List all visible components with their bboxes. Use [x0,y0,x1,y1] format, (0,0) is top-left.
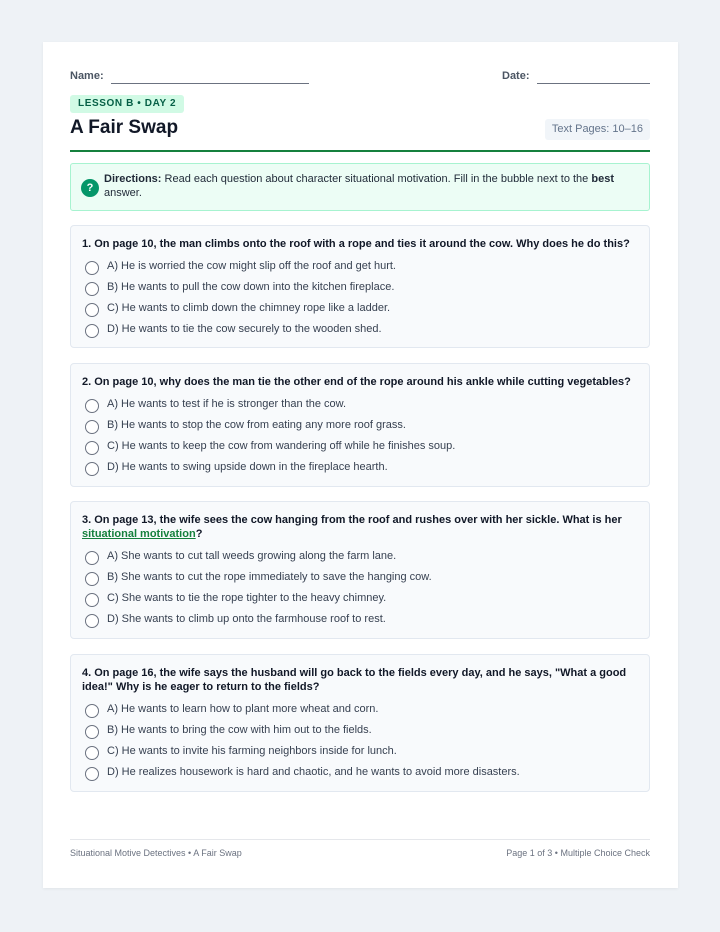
option-label: C) He wants to keep the cow from wandering off while he finishes soup. [107,440,456,452]
option-label: B) He wants to stop the cow from eating any more roof grass. [107,419,406,431]
answer-option-d[interactable] [85,765,635,783]
question-card-3 [70,501,650,639]
name-date-row [70,70,650,86]
answer-option-d[interactable] [85,322,635,340]
question-text-end: ? [195,528,203,540]
date-field[interactable] [537,83,650,84]
answer-bubble[interactable] [85,767,99,781]
answer-bubble[interactable] [85,462,99,476]
question-card-2 [70,363,650,487]
answer-option-c[interactable] [85,301,635,319]
directions-body: Read each question about character situational motivation. Fill in the bubble next to the [161,173,592,185]
directions-box [70,163,650,211]
option-label: B) She wants to cut the rope immediately to save the hanging cow. [107,571,432,583]
option-label: A) She wants to cut tall weeds growing along the farm lane. [107,550,397,562]
option-label: B) He wants to bring the cow with him out to the fields. [107,724,372,736]
vocab-term-link[interactable]: situational motivation [82,528,196,540]
worksheet-page [43,42,678,888]
option-label: A) He is worried the cow might slip off the roof and get hurt. [107,260,396,272]
page-title: A Fair Swap [70,117,179,138]
answer-bubble[interactable] [85,725,99,739]
answer-bubble[interactable] [85,324,99,338]
answer-option-c[interactable] [85,591,635,609]
footer-left: Situational Motive Detectives • A Fair Swap [70,848,242,858]
answer-option-a[interactable] [85,259,635,277]
directions-end: answer. [104,187,142,199]
answer-bubble[interactable] [85,261,99,275]
answer-bubble[interactable] [85,614,99,628]
question-text: 2. On page 10, why does the man tie the other end of the rope around his ankle while cutting vegetables? [82,376,631,388]
answer-bubble[interactable] [85,282,99,296]
option-label: A) He wants to learn how to plant more wheat and corn. [107,703,379,715]
question-text: 1. On page 10, the man climbs onto the roof with a rope and ties it around the cow. Why does he do this? [82,238,630,250]
answer-bubble[interactable] [85,420,99,434]
name-label: Name: [70,70,104,82]
directions-text [104,172,637,200]
directions-emphasis: best [591,173,614,185]
answer-bubble[interactable] [85,746,99,760]
answer-bubble[interactable] [85,551,99,565]
answer-option-b[interactable] [85,723,635,741]
answer-bubble[interactable] [85,441,99,455]
answer-bubble[interactable] [85,399,99,413]
question-card-1 [70,225,650,348]
answer-option-a[interactable] [85,397,635,415]
question-text-start: 3. On page 13, the wife sees the cow hanging from the roof and rushes over with her sickle. What is her [82,514,622,526]
footer-divider [70,839,650,840]
answer-option-c[interactable] [85,439,635,457]
option-label: D) She wants to climb up onto the farmhouse roof to rest. [107,613,386,625]
answer-option-a[interactable] [85,549,635,567]
date-label: Date: [502,70,530,82]
name-field[interactable] [111,83,309,84]
text-pages-badge: Text Pages: 10–16 [545,119,650,140]
answer-option-b[interactable] [85,280,635,298]
option-label: D) He wants to tie the cow securely to the wooden shed. [107,323,382,335]
option-label: C) She wants to tie the rope tighter to the heavy chimney. [107,592,387,604]
answer-bubble[interactable] [85,704,99,718]
answer-option-d[interactable] [85,612,635,630]
lesson-badge: LESSON B • DAY 2 [70,95,184,113]
question-text: 4. On page 16, the wife says the husband will go back to the fields every day, and he says, "What a good idea!" Why is he eager to return to the fields? [82,667,627,693]
question-text [82,513,635,541]
answer-bubble[interactable] [85,572,99,586]
option-label: C) He wants to climb down the chimney rope like a ladder. [107,302,391,314]
option-label: C) He wants to invite his farming neighbors inside for lunch. [107,745,397,757]
answer-option-a[interactable] [85,702,635,720]
option-label: B) He wants to pull the cow down into the kitchen fireplace. [107,281,395,293]
option-label: D) He wants to swing upside down in the fireplace hearth. [107,461,388,473]
answer-option-c[interactable] [85,744,635,762]
option-label: D) He realizes housework is hard and chaotic, and he wants to avoid more disasters. [107,766,520,778]
answer-option-d[interactable] [85,460,635,478]
option-label: A) He wants to test if he is stronger than the cow. [107,398,347,410]
answer-bubble[interactable] [85,593,99,607]
answer-option-b[interactable] [85,418,635,436]
footer-right: Page 1 of 3 • Multiple Choice Check [506,848,650,858]
answer-option-b[interactable] [85,570,635,588]
answer-bubble[interactable] [85,303,99,317]
question-card-4 [70,654,650,792]
question-icon: ? [81,179,99,197]
title-divider [70,150,650,152]
directions-label: Directions: [104,173,162,185]
